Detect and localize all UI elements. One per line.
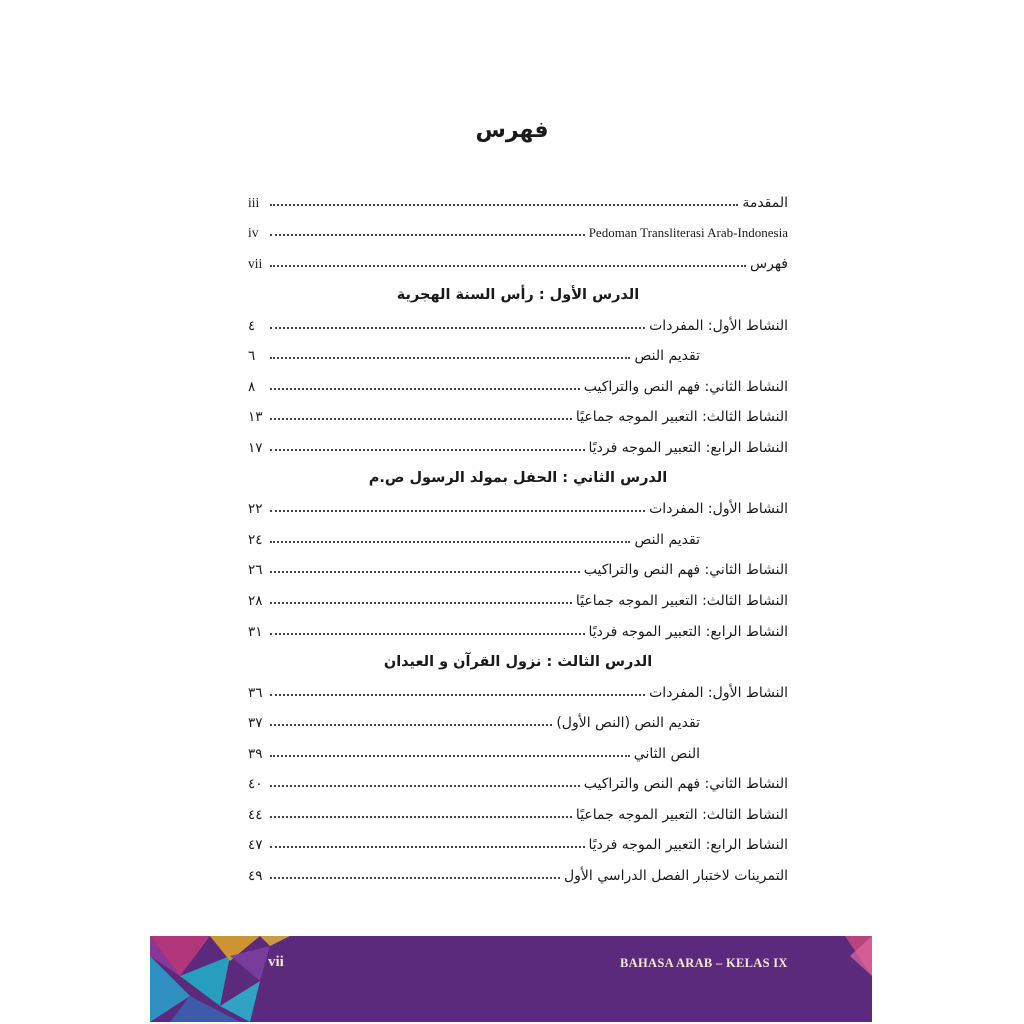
toc-entry-label: النشاط الثاني: فهم النص والتراكيب bbox=[583, 379, 788, 395]
toc-entry-page: iv bbox=[248, 225, 259, 240]
toc-entry-page: ٣١ bbox=[248, 624, 263, 639]
toc-entry[interactable] bbox=[248, 583, 788, 609]
toc-entry-label: النشاط الأول: المفردات bbox=[649, 501, 788, 517]
toc-entry-label: النص الثاني bbox=[633, 746, 700, 762]
toc-entry-label: النشاط الثالث: التعبير الموجه جماعيًا bbox=[575, 593, 788, 609]
toc-entry-label: النشاط الثاني: فهم النص والتراكيب bbox=[583, 776, 788, 792]
toc-entry-label: النشاط الرابع: التعبير الموجه فرديًا bbox=[588, 837, 788, 853]
toc-entry-page: ١٧ bbox=[248, 440, 263, 455]
lesson-heading bbox=[248, 277, 788, 303]
toc-entry-page: ٨ bbox=[248, 379, 256, 394]
toc-entry-page: vii bbox=[248, 256, 263, 271]
lesson-heading bbox=[248, 644, 788, 670]
toc-entry-page: ٤٩ bbox=[248, 868, 263, 883]
dot-leader bbox=[270, 448, 585, 451]
toc-entry[interactable] bbox=[248, 797, 788, 823]
toc-entry-page: ٣٧ bbox=[248, 715, 263, 730]
toc-entry[interactable] bbox=[248, 736, 788, 762]
footer-book-title: BAHASA ARAB – KELAS IX bbox=[620, 956, 788, 970]
toc-entry[interactable] bbox=[248, 491, 788, 517]
lesson-heading-text: الدرس الثالث : نزول القرآن و العيدان bbox=[383, 654, 653, 670]
toc-entry[interactable] bbox=[248, 430, 788, 456]
dot-leader bbox=[270, 601, 572, 604]
toc-entry[interactable] bbox=[248, 675, 788, 701]
lesson-heading-text: الدرس الأول : رأس السنة الهجرية bbox=[396, 287, 640, 303]
toc-entry-label: التمرينات لاختبار الفصل الدراسي الأول bbox=[563, 868, 788, 884]
toc-entry-label: Pedoman Transliterasi Arab-Indonesia bbox=[588, 225, 788, 240]
toc-entry-label: تقديم النص bbox=[634, 532, 700, 548]
dot-leader bbox=[270, 326, 645, 329]
toc-entry-label: فهرس bbox=[750, 256, 788, 272]
dot-leader bbox=[270, 845, 585, 848]
dot-leader bbox=[270, 784, 580, 787]
dot-leader bbox=[270, 264, 746, 267]
dot-leader bbox=[270, 387, 580, 390]
toc-entry-label: النشاط الأول: المفردات bbox=[649, 318, 788, 334]
toc-entry-page: ٣٦ bbox=[248, 685, 263, 700]
page-title: فهرس bbox=[475, 118, 549, 143]
dot-leader bbox=[270, 233, 585, 236]
dot-leader bbox=[270, 754, 630, 757]
dot-leader bbox=[270, 509, 645, 512]
toc-entry-page: ٤ bbox=[248, 318, 256, 333]
toc-entry-label: النشاط الرابع: التعبير الموجه فرديًا bbox=[588, 440, 788, 456]
toc-entry-page: ٤٤ bbox=[248, 807, 263, 822]
dot-leader bbox=[270, 540, 630, 543]
toc-entry[interactable] bbox=[248, 522, 788, 548]
dot-leader bbox=[270, 815, 572, 818]
footer-page-number: vii bbox=[268, 954, 284, 970]
toc-entry[interactable] bbox=[248, 552, 788, 578]
toc-entry-page: ٦ bbox=[248, 348, 256, 363]
toc-entry[interactable] bbox=[248, 827, 788, 853]
toc-entry-label: النشاط الأول: المفردات bbox=[649, 685, 788, 701]
dot-leader bbox=[270, 203, 738, 206]
dot-leader bbox=[270, 693, 645, 696]
decorative-triangles bbox=[150, 936, 872, 1022]
toc-entry[interactable] bbox=[248, 399, 788, 425]
toc-entry-page: ٢٢ bbox=[248, 501, 263, 516]
toc-entry-page: ٢٨ bbox=[248, 593, 263, 608]
toc-entry-label: النشاط الثالث: التعبير الموجه جماعيًا bbox=[575, 409, 788, 425]
toc-entry-label: النشاط الرابع: التعبير الموجه فرديًا bbox=[588, 624, 788, 640]
toc-entry[interactable] bbox=[248, 614, 788, 640]
lesson-heading bbox=[248, 460, 788, 486]
toc-entry[interactable] bbox=[248, 246, 788, 272]
toc-entry-page: ١٣ bbox=[248, 409, 263, 424]
toc-entry[interactable] bbox=[248, 705, 788, 731]
dot-leader bbox=[270, 356, 630, 359]
toc-entry-page: iii bbox=[248, 195, 260, 210]
toc-entry-label: النشاط الثالث: التعبير الموجه جماعيًا bbox=[575, 807, 788, 823]
toc-entry-label: تقديم النص bbox=[634, 348, 700, 364]
dot-leader bbox=[270, 632, 585, 635]
toc-entry[interactable] bbox=[248, 185, 788, 211]
dot-leader bbox=[270, 570, 580, 573]
dot-leader bbox=[270, 417, 572, 420]
toc-entry[interactable] bbox=[248, 766, 788, 792]
toc-entry[interactable] bbox=[248, 215, 788, 241]
dot-leader bbox=[270, 723, 552, 726]
toc-entry-page: ٢٦ bbox=[248, 562, 263, 577]
toc-entry[interactable] bbox=[248, 858, 788, 884]
toc-entry[interactable] bbox=[248, 338, 788, 364]
toc-entry[interactable] bbox=[248, 369, 788, 395]
page-footer bbox=[150, 936, 872, 1022]
dot-leader bbox=[270, 876, 560, 879]
toc-entry[interactable] bbox=[248, 308, 788, 334]
toc-entry-label: النشاط الثاني: فهم النص والتراكيب bbox=[583, 562, 788, 578]
toc-entry-label: المقدمة bbox=[742, 195, 788, 211]
toc-entry-label: تقديم النص (النص الأول) bbox=[556, 715, 700, 731]
toc-entry-page: ٣٩ bbox=[248, 746, 263, 761]
lesson-heading-text: الدرس الثاني : الحفل بمولد الرسول ص.م bbox=[368, 470, 668, 486]
toc-entry-page: ٤٧ bbox=[248, 837, 263, 852]
toc-entry-page: ٤٠ bbox=[248, 776, 263, 791]
toc-entry-page: ٢٤ bbox=[248, 532, 263, 547]
